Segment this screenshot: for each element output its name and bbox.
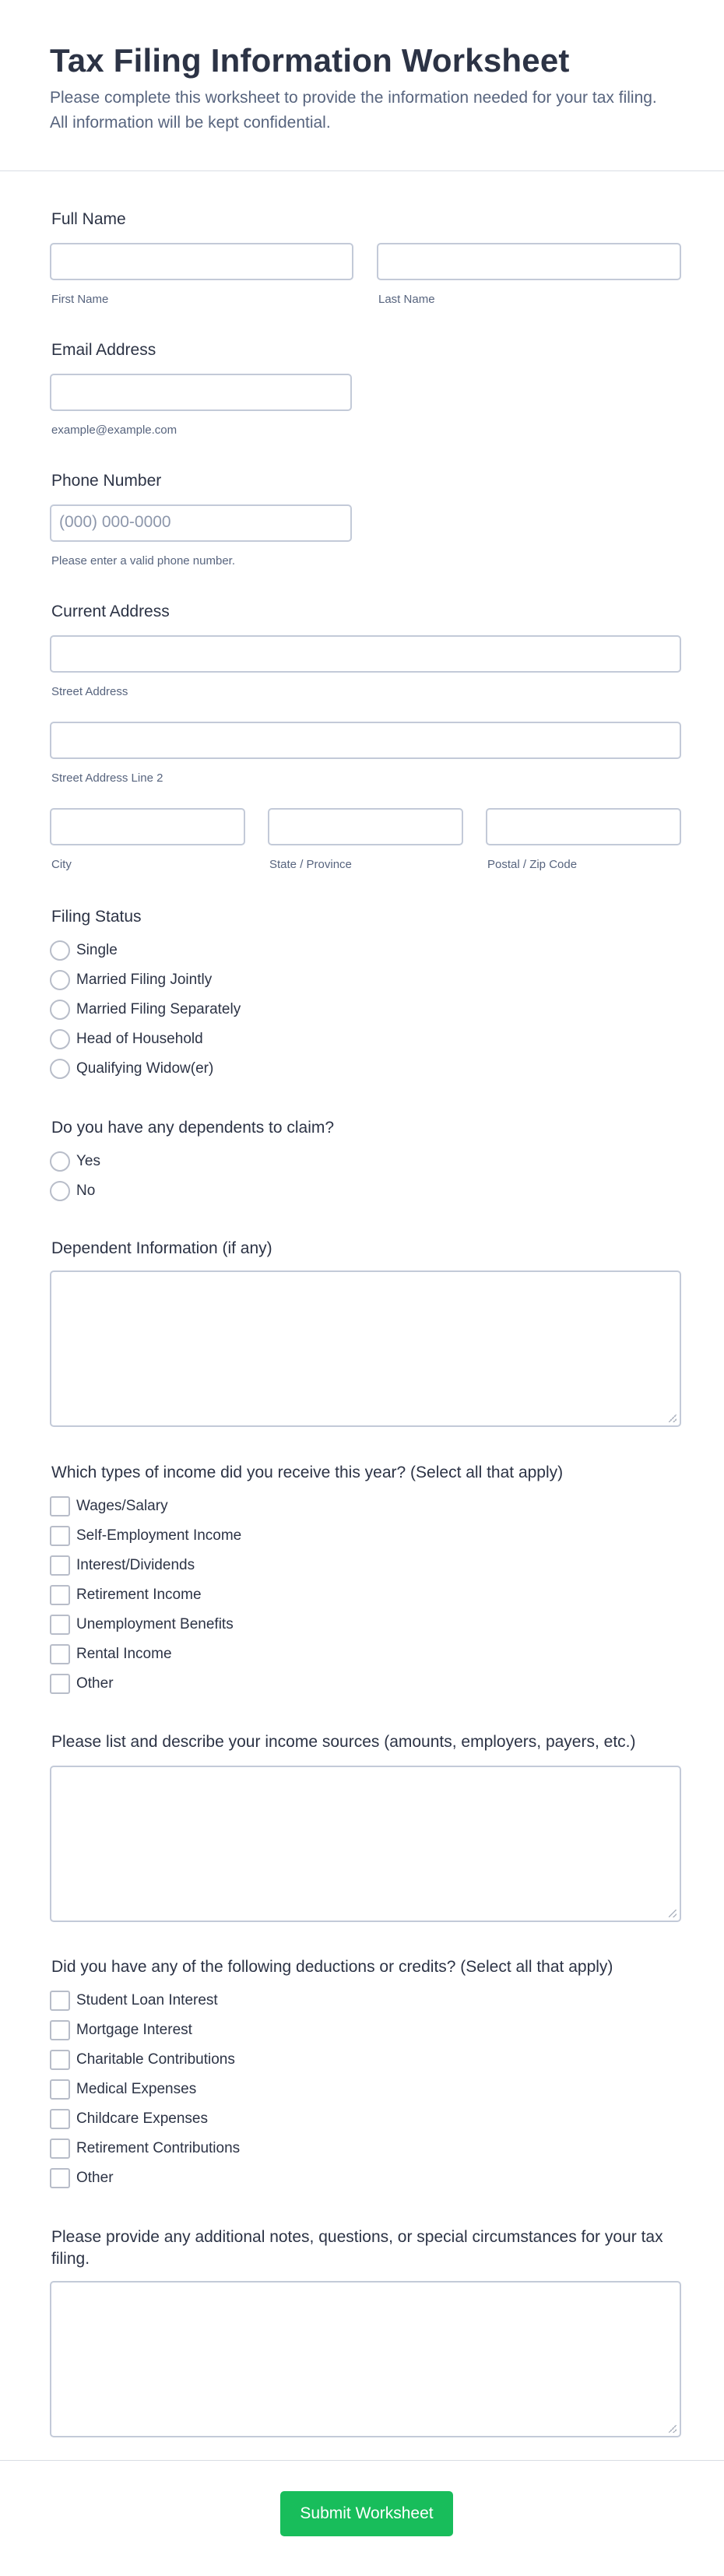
phone-input[interactable] — [50, 504, 352, 542]
dependent-info-label: Dependent Information (if any) — [51, 1239, 272, 1257]
dependents-label: Do you have any dependents to claim? — [51, 1119, 335, 1137]
income-types-section — [50, 1462, 681, 1696]
last-name-input[interactable] — [377, 243, 681, 280]
option-label: Student Loan Interest — [76, 1992, 218, 2008]
full-name-section — [50, 209, 681, 310]
filing-status-option-qualifying-widow[interactable] — [50, 1057, 213, 1081]
filing-status-option-head-of-household[interactable] — [50, 1028, 203, 1051]
address-label: Current Address — [51, 603, 170, 620]
zip-sublabel: Postal / Zip Code — [487, 858, 578, 871]
full-name-label: Full Name — [51, 210, 126, 228]
option-label: Head of Household — [76, 1031, 203, 1047]
checkbox[interactable] — [50, 2109, 70, 2129]
deduction-option-medical[interactable] — [50, 2078, 196, 2101]
checkbox[interactable] — [50, 2079, 70, 2100]
deduction-option-other[interactable] — [50, 2167, 114, 2190]
street-address-line2-input[interactable] — [50, 722, 681, 759]
checkbox[interactable] — [50, 2020, 70, 2040]
option-label: Self-Employment Income — [76, 1527, 242, 1544]
checkbox[interactable] — [50, 1555, 70, 1576]
dependent-info-textarea[interactable] — [50, 1270, 681, 1427]
deduction-option-mortgage[interactable] — [50, 2019, 192, 2042]
option-label: Medical Expenses — [76, 2081, 197, 2097]
filing-status-option-single[interactable] — [50, 939, 118, 962]
option-label: Other — [76, 2170, 114, 2186]
option-label: Yes — [76, 1153, 100, 1169]
option-label: Single — [76, 942, 118, 958]
phone-sublabel: Please enter a valid phone number. — [51, 554, 235, 568]
income-option-wages[interactable] — [50, 1495, 168, 1518]
option-label: Married Filing Separately — [76, 1001, 241, 1017]
address-section — [50, 601, 681, 881]
first-name-sublabel: First Name — [51, 293, 109, 306]
last-name-sublabel: Last Name — [378, 293, 435, 306]
subtitle-line-1: Please complete this worksheet to provide the information needed for your tax filing. — [50, 89, 657, 107]
city-sublabel: City — [51, 858, 72, 871]
dependents-section — [50, 1117, 681, 1203]
state-input[interactable] — [268, 808, 463, 845]
checkbox[interactable] — [50, 2138, 70, 2159]
checkbox[interactable] — [50, 1526, 70, 1546]
radio-button[interactable] — [50, 940, 70, 961]
income-option-interest-dividends[interactable] — [50, 1554, 195, 1577]
phone-section — [50, 470, 681, 571]
income-sources-section — [50, 1731, 681, 1926]
deductions-label: Did you have any of the following deductions or credits? (Select all that apply) — [51, 1958, 613, 1976]
option-label: Unemployment Benefits — [76, 1616, 234, 1632]
resize-grip-icon[interactable] — [669, 1415, 677, 1422]
dependents-option-no[interactable] — [50, 1179, 95, 1203]
checkbox[interactable] — [50, 1674, 70, 1694]
income-sources-textarea[interactable] — [50, 1766, 681, 1922]
option-label: Charitable Contributions — [76, 2051, 235, 2068]
income-option-self-employment[interactable] — [50, 1524, 241, 1548]
radio-button[interactable] — [50, 970, 70, 990]
email-sublabel: example@example.com — [51, 423, 177, 437]
street-address-line2-sublabel: Street Address Line 2 — [51, 771, 163, 785]
phone-label: Phone Number — [51, 472, 162, 490]
filing-status-option-married-separately[interactable] — [50, 998, 241, 1021]
income-option-other[interactable] — [50, 1672, 114, 1696]
radio-button[interactable] — [50, 1029, 70, 1049]
option-label: Mortgage Interest — [76, 2022, 192, 2038]
checkbox[interactable] — [50, 1991, 70, 2011]
income-option-rental[interactable] — [50, 1643, 172, 1666]
radio-button[interactable] — [50, 1181, 70, 1201]
page-subtitle — [50, 86, 674, 135]
deduction-option-charitable[interactable] — [50, 2048, 235, 2072]
street-address-input[interactable] — [50, 635, 681, 673]
checkbox[interactable] — [50, 2050, 70, 2070]
notes-label — [51, 2226, 663, 2270]
deduction-option-student-loan[interactable] — [50, 1989, 218, 2012]
option-label: Childcare Expenses — [76, 2110, 208, 2127]
notes-textarea[interactable] — [50, 2281, 681, 2437]
option-label: Qualifying Widow(er) — [76, 1060, 214, 1077]
notes-label-line-1: Please provide any additional notes, questions, or special circumstances for your tax — [51, 2228, 663, 2246]
street-address-sublabel: Street Address — [51, 685, 128, 698]
form-header — [0, 0, 724, 171]
option-label: Retirement Contributions — [76, 2140, 241, 2156]
checkbox[interactable] — [50, 1615, 70, 1635]
zip-input[interactable] — [486, 808, 681, 845]
form-footer — [0, 2460, 724, 2576]
notes-section — [50, 2226, 681, 2437]
deduction-option-retirement[interactable] — [50, 2137, 240, 2160]
checkbox[interactable] — [50, 1496, 70, 1516]
state-sublabel: State / Province — [269, 858, 352, 871]
radio-button[interactable] — [50, 1000, 70, 1020]
city-input[interactable] — [50, 808, 245, 845]
subtitle-line-2: All information will be kept confidential. — [50, 114, 331, 132]
radio-button[interactable] — [50, 1059, 70, 1079]
option-label: Interest/Dividends — [76, 1557, 195, 1573]
option-label: Rental Income — [76, 1646, 172, 1662]
checkbox[interactable] — [50, 1644, 70, 1664]
checkbox[interactable] — [50, 2168, 70, 2188]
deductions-section — [50, 1956, 681, 2190]
checkbox[interactable] — [50, 1585, 70, 1605]
income-sources-label: Please list and describe your income sources (amounts, employers, payers, etc.) — [51, 1733, 636, 1751]
page-title: Tax Filing Information Worksheet — [50, 42, 570, 79]
dependents-option-yes[interactable] — [50, 1150, 100, 1173]
notes-label-line-2: filing. — [51, 2250, 90, 2268]
email-label: Email Address — [51, 341, 156, 359]
income-option-retirement[interactable] — [50, 1583, 202, 1607]
deduction-option-childcare[interactable] — [50, 2107, 208, 2131]
income-types-label: Which types of income did you receive this year? (Select all that apply) — [51, 1464, 564, 1481]
option-label: Retirement Income — [76, 1587, 202, 1603]
income-option-unemployment[interactable] — [50, 1613, 234, 1636]
submit-button[interactable]: Submit Worksheet — [280, 2491, 453, 2536]
option-label: Wages/Salary — [76, 1498, 168, 1514]
email-input[interactable] — [50, 374, 352, 411]
option-label: No — [76, 1183, 96, 1199]
filing-status-option-married-jointly[interactable] — [50, 968, 212, 992]
option-label: Other — [76, 1675, 114, 1692]
option-label: Married Filing Jointly — [76, 972, 213, 988]
filing-status-section — [50, 906, 681, 1077]
resize-grip-icon[interactable] — [669, 1910, 677, 1917]
email-section — [50, 339, 681, 441]
dependent-info-section — [50, 1238, 681, 1432]
radio-button[interactable] — [50, 1151, 70, 1172]
resize-grip-icon[interactable] — [669, 2425, 677, 2433]
first-name-input[interactable] — [50, 243, 353, 280]
filing-status-label: Filing Status — [51, 908, 142, 926]
phone-placeholder: (000) 000-0000 — [59, 513, 171, 531]
